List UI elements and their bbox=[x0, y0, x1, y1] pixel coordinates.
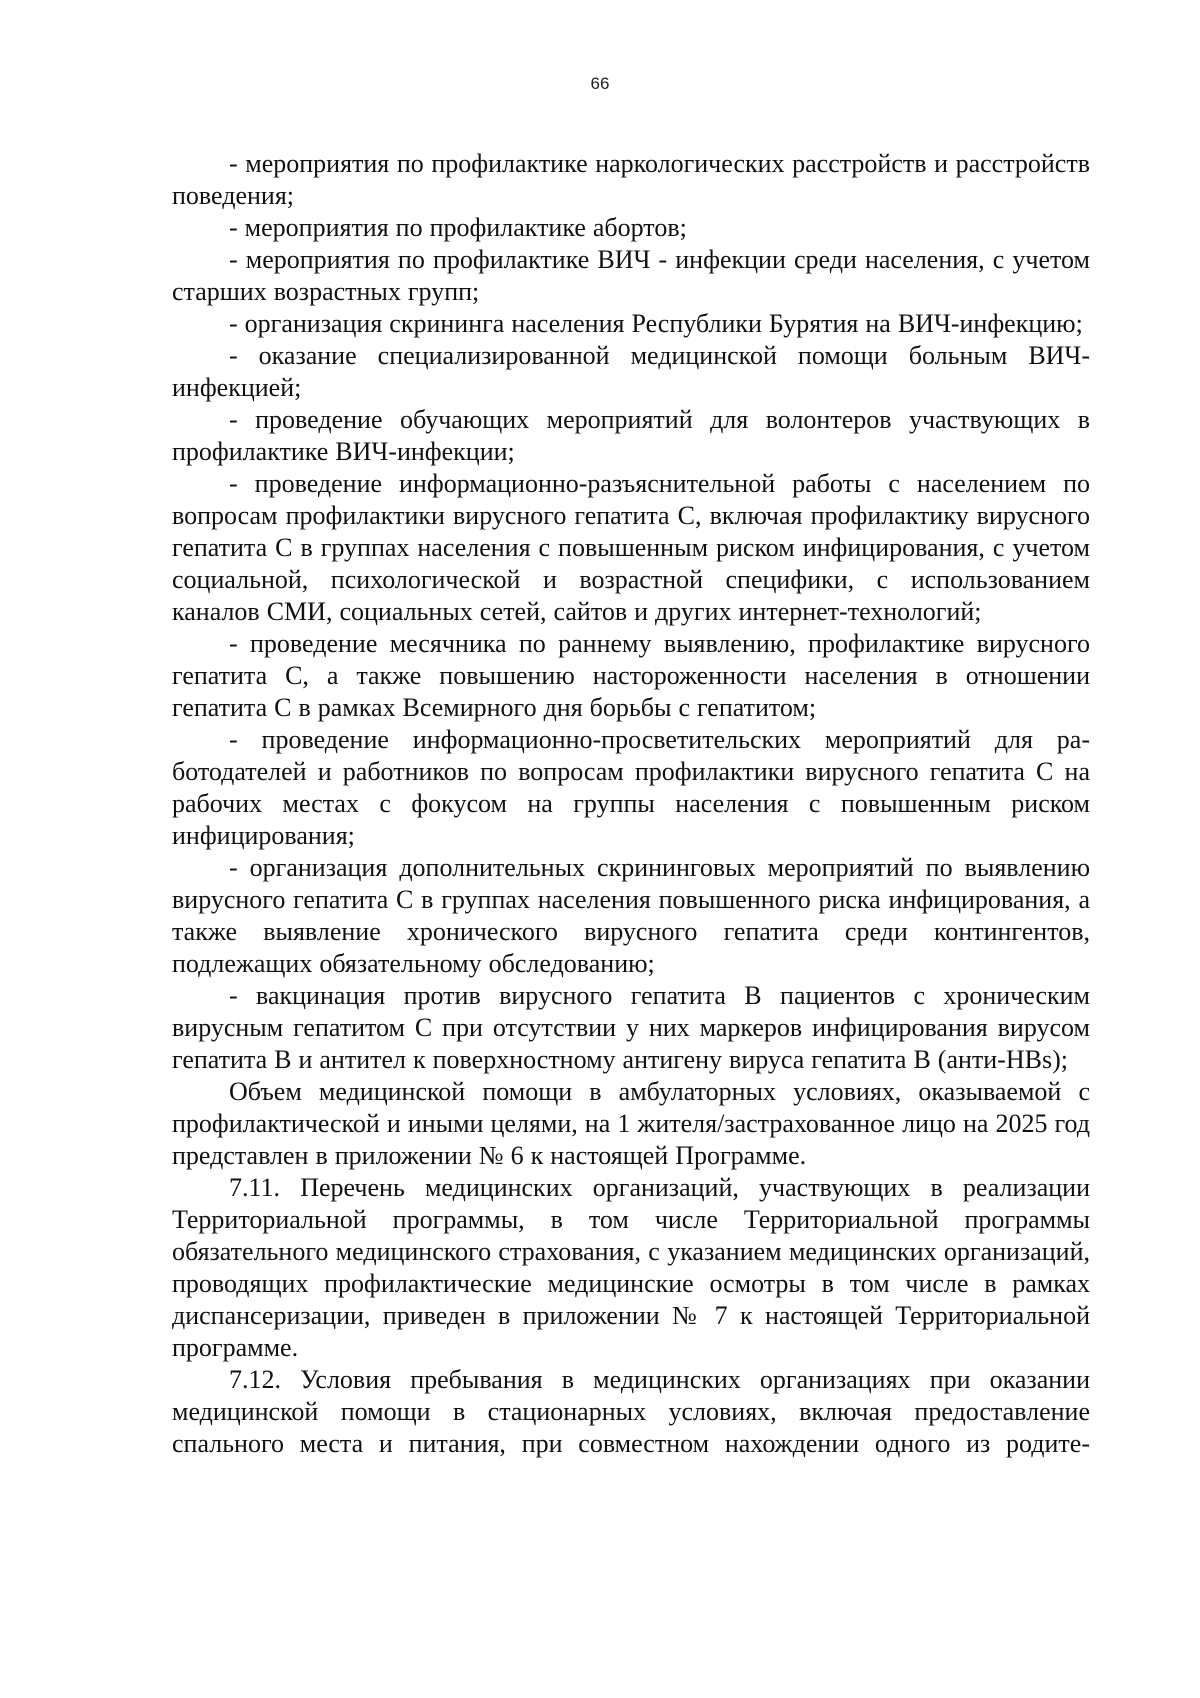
paragraph-hiv-prevention: - мероприятия по профилактике ВИЧ - инфекции среди населения, с учетом старших возрастных групп; bbox=[172, 245, 1090, 306]
paragraph-volunteer-training: - проведение обучающих мероприятий для волонтеров участвующих в профилактике ВИЧ-инфекции; bbox=[172, 405, 1090, 466]
document-body bbox=[172, 148, 1090, 1460]
paragraph-outpatient-volume: Объем медицинской помощи в амбулаторных условиях, оказываемой с профилактической и иными целями, на 1 жителя/застрахованное лицо на 2025 год представлен в приложении № 6 к настоящей Программе. bbox=[172, 1077, 1090, 1170]
paragraph-section-7-11: 7.11. Перечень медицинских организаций, участвующих в реализации Территориальной программы, в том числе Территориальной программы обязательного медицинского страхования, с указанием медицинских организаций, проводящих профилактические медицинские осмотры в том числе в рамках диспансеризации, приведен в приложении № 7 к настоящей Территориальной программе. bbox=[172, 1173, 1090, 1362]
page-number: 66 bbox=[590, 74, 610, 93]
paragraph-hiv-screening: - организация скрининга населения Республики Бурятия на ВИЧ-инфекцию; bbox=[229, 309, 1083, 338]
paragraph-abortion-prevention: - мероприятия по профилактике абортов; bbox=[229, 213, 687, 242]
paragraph-hepatitis-month: - проведение месячника по раннему выявлению, профилактике вирусного гепатита С, а также повышению настороженности населения в отношении гепатита С в рамках Всемирного дня борьбы с гепатитом; bbox=[172, 629, 1090, 722]
paragraph-hepatitis-screening: - организация дополнительных скрининговых мероприятий по выявлению вирусного гепатита С в группах населения повышенного риска инфицирования, а также выявление хронического вирусного гепатита среди контингентов, подлежащих обязательному обследованию; bbox=[172, 853, 1090, 978]
paragraph-section-7-12: 7.12. Условия пребывания в медицинских организациях при оказании медицинской помощи в стационарных условиях, включая предоставление спального места и питания, при совместном нахождении одного из родите- bbox=[172, 1365, 1090, 1458]
paragraph-hepatitis-b-vaccination: - вакцинация против вирусного гепатита В пациентов с хроническим вирусным гепатитом С при отсутствии у них маркеров инфицирования вирусом гепатита В и антител к поверхностному антигену вируса гепатита В (анти-HBs); bbox=[172, 981, 1090, 1074]
paragraph-employer-education: - проведение информационно-просветительских мероприятий для работодателей и работников по вопросам профилактики вирусного гепатита С на рабочих местах с фокусом на группы населения с повышенным риском инфицирования; bbox=[172, 725, 1090, 850]
paragraph-hepatitis-information-work: - проведение информационно-разъяснительной работы с населением по вопросам профилактики вирусного гепатита С, включая профилактику вирусного гепатита С в группах населения с повышенным риском инфицирования, с учетом социальной, психологической и возрастной специфики, с использованием каналов СМИ, социальных сетей, сайтов и других интернет-технологий; bbox=[172, 469, 1090, 626]
paragraph-narcology-prevention: - мероприятия по профилактике наркологических расстройств и расстройств поведения; bbox=[172, 149, 1090, 210]
paragraph-hiv-specialized-care: - оказание специализированной медицинской помощи больным ВИЧ-инфекцией; bbox=[172, 341, 1090, 402]
